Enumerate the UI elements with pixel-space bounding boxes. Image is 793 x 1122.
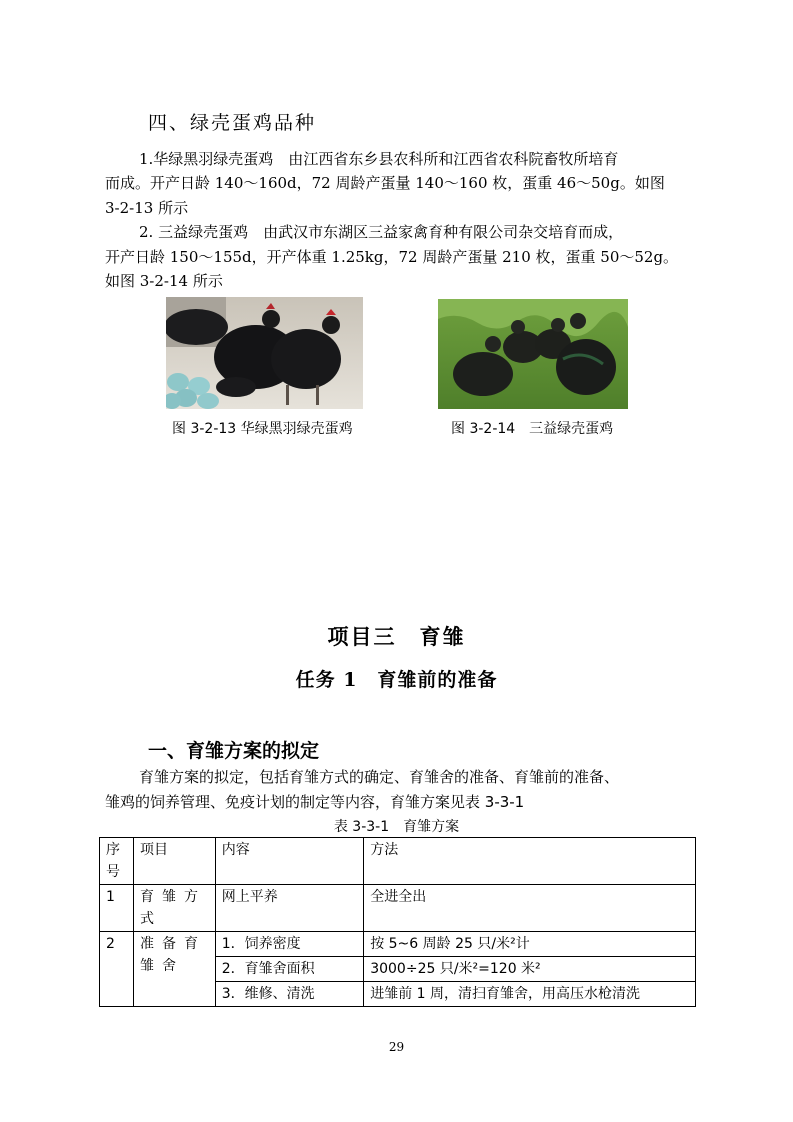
section-heading-green-egg-breeds: 四、绿壳蛋鸡品种 [148,112,317,134]
row2-sub2-content: 2．育雏舍面积 [215,957,363,982]
row1-method: 全进全出 [364,885,696,932]
table-header-row [100,838,696,885]
plan-heading: 一、育雏方案的拟定 [148,740,320,762]
page-number: 29 [388,1040,405,1054]
photo-huale-black-chicken [166,297,363,409]
item2-line1: 2. 三益绿壳蛋鸡 由武汉市东湖区三益家禽育种有限公司杂交培育而成， [139,223,624,241]
plan-table [99,837,696,1007]
row2-sub1-content: 1．饲养密度 [215,932,363,957]
header-method: 方法 [364,838,696,885]
row2-item: 准备育雏舍 [133,932,215,1007]
row1-content: 网上平养 [215,885,363,932]
item1-line2: 而成。开产日龄 140～160d，72 周龄产蛋量 140～160 枚，蛋重 46～50g。如图 [105,174,665,192]
row2-sub1-method: 按 5~6 周龄 25 只/米²计 [364,932,696,957]
plan-para-line1: 育雏方案的拟定，包括育雏方式的确定、育雏舍的准备、育雏前的准备、 [139,768,620,786]
header-content: 内容 [215,838,363,885]
table-row [100,932,696,957]
header-no: 序号 [100,838,134,885]
photo-sanyi-chicken [438,299,628,409]
table-row [100,885,696,932]
item2-line2: 开产日龄 150～155d，开产体重 1.25kg，72 周龄产蛋量 210 枚，蛋重 50～52g。 [105,248,679,266]
item2-line3: 如图 3-2-14 所示 [105,272,223,290]
project-title: 项目三 育雏 [327,624,466,649]
row2-sub3-content: 3．维修、清洗 [215,982,363,1007]
header-item: 项目 [133,838,215,885]
row1-item: 育雏方式 [133,885,215,932]
row2-sub2-method: 3000÷25 只/米²=120 米² [364,957,696,982]
figure-caption-3-2-14: 图 3-2-14 三益绿壳蛋鸡 [451,421,614,437]
table-caption: 表 3-3-1 育雏方案 [333,819,460,835]
row2-no: 2 [100,932,134,1007]
task-title: 任务 1 育雏前的准备 [295,669,498,691]
item1-line3: 3-2-13 所示 [105,199,189,217]
figure-caption-3-2-13: 图 3-2-13 华绿黑羽绿壳蛋鸡 [172,421,353,437]
row1-no: 1 [100,885,134,932]
row2-sub3-method: 进雏前 1 周，清扫育雏舍，用高压水枪清洗 [364,982,696,1007]
plan-para-line2: 雏鸡的饲养管理、免疫计划的制定等内容，育雏方案见表 3-3-1 [105,793,525,811]
item1-line1: 1.华绿黑羽绿壳蛋鸡 由江西省东乡县农科所和江西省农科院畜牧所培育 [139,150,619,168]
